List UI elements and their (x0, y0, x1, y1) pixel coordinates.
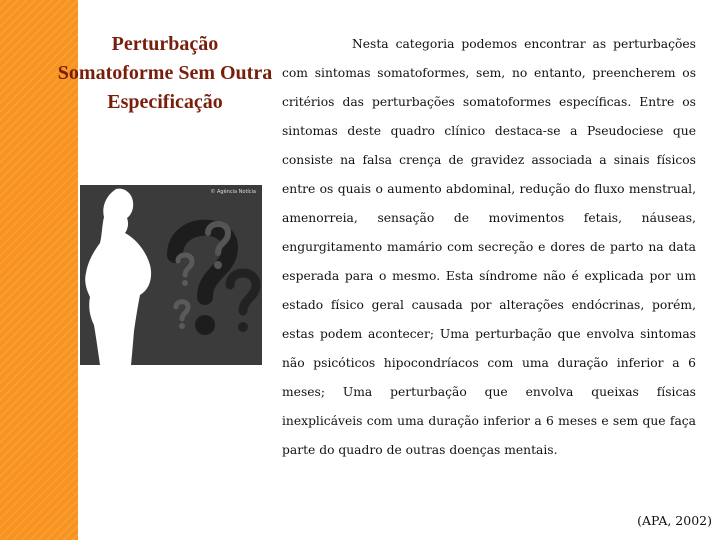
silhouette-question-marks-graphic (80, 185, 262, 365)
citation: (APA, 2002) (637, 513, 712, 528)
pregnant-silhouette-image (80, 185, 262, 365)
image-caption: © Agência Notícia (210, 189, 256, 195)
slide-title (40, 30, 290, 117)
title-line-1: Perturbação (111, 33, 219, 55)
title-line-3: Especificação (107, 91, 223, 113)
title-line-2: Somatoforme Sem Outra (57, 62, 273, 84)
body-paragraph: Nesta categoria podemos encontrar as perturbações com sintomas somatoformes, sem, no entanto, preencherem os critérios das perturbações somatoformes específicas. Entre os sintomas deste quadro clínico destaca-se a Pseudociese que consiste na falsa crença de gravidez associada a sinais físicos entre os quais o aumento abdominal, redução do fluxo menstrual, amenorreia, sensação de movimentos fetais, náuseas, engurgitamento mamário com secreção e dores de parto na data esperada para o mesmo. Esta síndrome não é explicada por um estado físico geral causada por alterações endócrinas, porém, estas podem acontecer; Uma perturbação que envolva sintomas não psicóticos hipocondríacos com uma duração inferior a 6 meses; Uma perturbação que envolva queixas físicas inexplicáveis com uma duração inferior a 6 meses e sem que faça parte do quadro de outras doenças mentais. (282, 37, 696, 457)
